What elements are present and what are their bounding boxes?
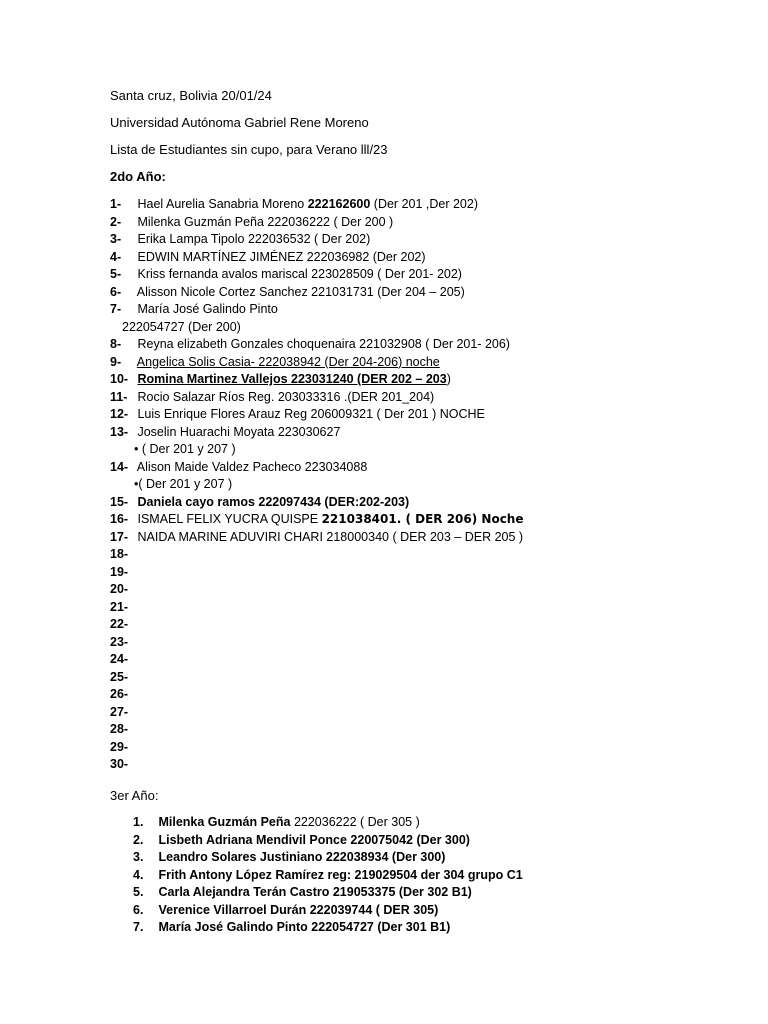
item-number: 13-: [110, 424, 129, 439]
item-number: 12-: [110, 407, 129, 421]
list-item: [110, 214, 750, 232]
section-heading-2do: 2do Año:: [110, 169, 166, 184]
list-item: [110, 406, 750, 424]
list-item: [133, 867, 743, 885]
list-item-continuation: •( Der 201 y 207 ): [134, 477, 233, 491]
list-item: [133, 884, 743, 902]
item-number: 16-: [110, 512, 129, 526]
list-item: [133, 902, 743, 920]
student-entry: Romina Martinez Vallejos 223031240 (DER 202 – 203: [137, 372, 447, 386]
list-title: Lista de Estudiantes sin cupo, para Verano lll/23: [110, 142, 388, 157]
list-item: [110, 266, 750, 284]
place-date-line: Santa cruz, Bolivia 20/01/24: [110, 88, 272, 103]
student-entry: Angelica Solis Casia- 222038942 (Der 204-206) noche: [136, 354, 440, 369]
empty-list-item: 18-: [110, 547, 129, 561]
list-item: [110, 354, 750, 372]
empty-list-item: 24-: [110, 652, 129, 666]
list-item: [110, 301, 750, 319]
student-entry: Milenka Guzmán Peña 222036222 ( Der 200 ): [137, 214, 394, 229]
student-entry: Carla Alejandra Terán Castro 219053375 (Der 302 B1): [158, 885, 472, 899]
third-year-list: [133, 814, 743, 937]
student-name: Milenka Guzmán Peña: [158, 815, 294, 829]
list-item: [110, 284, 750, 302]
item-number: 11-: [110, 389, 128, 404]
item-number: 15-: [110, 494, 129, 509]
student-name: Hael Aurelia Sanabria Moreno: [137, 197, 308, 211]
list-item: [110, 511, 750, 529]
student-detail: 221038401. ( DER 206) Noche: [321, 512, 524, 526]
second-year-list: [110, 196, 750, 774]
list-item: [133, 849, 743, 867]
list-item-continuation: 222054727 (Der 200): [122, 319, 241, 334]
student-code: 222162600: [307, 197, 371, 211]
empty-list-item: 22-: [110, 617, 129, 631]
closing-paren: ): [446, 372, 451, 386]
student-entry: María José Galindo Pinto 222054727 (Der 301 B1): [158, 920, 451, 934]
item-number: 5.: [133, 885, 144, 899]
list-item: [110, 529, 750, 547]
item-number: 3-: [110, 232, 122, 246]
student-entry: NAIDA MARINE ADUVIRI CHARI 218000340 ( DER 203 – DER 205 ): [137, 529, 524, 544]
item-number: 1-: [110, 197, 122, 211]
list-item-continuation: • ( Der 201 y 207 ): [134, 442, 236, 456]
item-number: 3.: [133, 850, 144, 864]
list-item: [110, 371, 750, 389]
student-entry: Joselin Huarachi Moyata 223030627: [137, 424, 341, 439]
item-number: 9-: [110, 354, 122, 369]
list-item: [110, 459, 750, 477]
item-number: 17-: [110, 529, 129, 544]
item-number: 4.: [133, 867, 144, 882]
empty-list-item: 26-: [110, 687, 129, 701]
item-number: 6.: [133, 902, 144, 917]
student-entry: Leandro Solares Justiniano 222038934 (Der 300): [158, 850, 446, 864]
student-entry: Kriss fernanda avalos mariscal 223028509 ( Der 201- 202): [137, 267, 462, 281]
university-name: Universidad Autónoma Gabriel Rene Moreno: [110, 115, 369, 130]
student-detail: (Der 201 ,Der 202): [370, 197, 478, 211]
item-number: 5-: [110, 267, 122, 281]
item-number: 7.: [133, 920, 144, 934]
empty-list-item: 21-: [110, 599, 129, 614]
empty-list-item: 25-: [110, 669, 129, 684]
item-number: 4-: [110, 249, 122, 264]
student-entry: Luis Enrique Flores Arauz Reg 206009321 ( Der 201 ) NOCHE: [137, 407, 485, 421]
list-item: [110, 389, 750, 407]
item-number: 8-: [110, 337, 122, 351]
item-number: 14-: [110, 459, 129, 474]
empty-list-item: 27-: [110, 704, 129, 719]
student-entry: Daniela cayo ramos 222097434 (DER:202-203): [137, 494, 410, 509]
student-entry: Erika Lampa Tipolo 222036532 ( Der 202): [137, 232, 371, 246]
list-item: [110, 249, 750, 267]
student-entry: Rocio Salazar Ríos Reg. 203033316 .(DER 201_204): [137, 389, 435, 404]
section-heading-3er: 3er Año:: [110, 788, 159, 803]
item-number: 2-: [110, 214, 122, 229]
student-entry: Frith Antony López Ramírez reg: 219029504 der 304 grupo C1: [158, 867, 523, 882]
list-item: [133, 814, 743, 832]
item-number: 7-: [110, 302, 122, 316]
empty-list-item: 20-: [110, 582, 129, 596]
list-item: [110, 196, 750, 214]
list-item: [110, 494, 750, 512]
list-item: [110, 424, 750, 442]
empty-list-item: 29-: [110, 739, 129, 754]
student-entry: Alison Maide Valdez Pacheco 223034088: [136, 459, 368, 474]
empty-list-item: 28-: [110, 722, 129, 736]
item-number: 2.: [133, 832, 144, 847]
item-number: 10-: [110, 372, 129, 386]
item-number: 6-: [110, 284, 122, 299]
student-entry: EDWIN MARTÍNEZ JIMÉNEZ 222036982 (Der 202): [137, 249, 426, 264]
student-detail: 222036222 ( Der 305 ): [293, 815, 420, 829]
student-entry: Reyna elizabeth Gonzales choquenaira 221032908 ( Der 201- 206): [137, 337, 510, 351]
student-entry: María José Galindo Pinto: [137, 302, 278, 316]
empty-list-item: 19-: [110, 564, 129, 579]
empty-list-item: 23-: [110, 634, 129, 649]
list-item: [133, 919, 743, 937]
student-entry: Alisson Nicole Cortez Sanchez 221031731 (Der 204 – 205): [136, 284, 465, 299]
student-name: ISMAEL FELIX YUCRA QUISPE: [137, 512, 322, 526]
list-item: [133, 832, 743, 850]
empty-list-item: 30-: [110, 757, 129, 771]
list-item: [110, 336, 750, 354]
student-entry: Verenice Villarroel Durán 222039744 ( DER 305): [158, 902, 439, 917]
list-item: [110, 231, 750, 249]
student-entry: Lisbeth Adriana Mendivil Ponce 220075042 (Der 300): [158, 832, 470, 847]
item-number: 1.: [133, 815, 144, 829]
